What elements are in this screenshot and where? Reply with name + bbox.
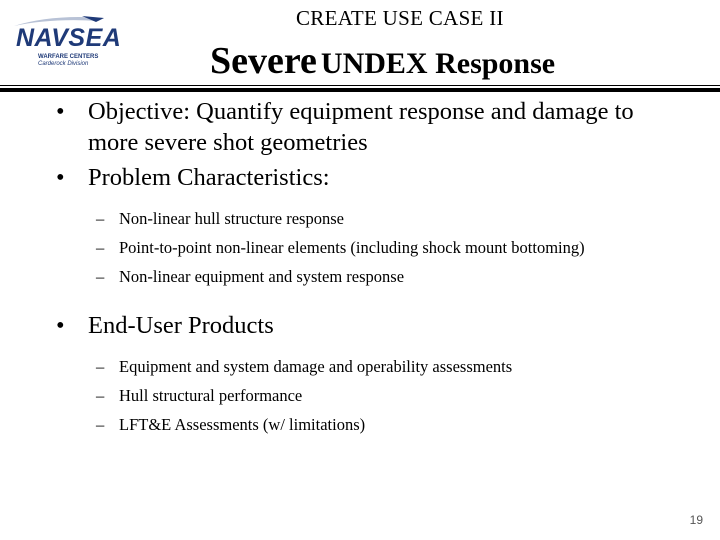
dash-icon: –	[96, 357, 105, 376]
slide-subheading: CREATE USE CASE II	[296, 6, 504, 30]
sub-bullet	[56, 265, 676, 288]
sub-bullet	[56, 236, 676, 259]
bullet-icon: •	[56, 164, 65, 191]
dash-icon: –	[96, 209, 105, 228]
sub-bullet	[56, 413, 676, 436]
bullet-objective	[56, 96, 676, 158]
sub-bullet-text: Point-to-point non-linear elements (including shock mount bottoming)	[119, 238, 585, 257]
sub-bullet-text: Non-linear hull structure response	[119, 209, 344, 228]
sub-bullet-text: Hull structural performance	[119, 386, 303, 405]
bullet-products	[56, 310, 676, 341]
slide-title	[210, 42, 555, 80]
bullet-problem	[56, 162, 676, 193]
sub-bullet-text: LFT&E Assessments (w/ limitations)	[119, 415, 366, 434]
sub-bullet-text: Equipment and system damage and operability assessments	[119, 357, 513, 376]
bullet-text: Objective: Quantify equipment response and damage to more severe shot geometries	[88, 98, 634, 156]
logo-subtitle-2: Carderock Division	[38, 61, 89, 67]
dash-icon: –	[96, 267, 105, 286]
slide-title-part-1: Severe	[210, 40, 317, 82]
logo-wordmark: NAVSEA	[16, 24, 122, 52]
slide-body	[56, 96, 676, 442]
header-rule-thin	[0, 85, 720, 86]
page-number: 19	[689, 513, 703, 527]
bullet-text: End-User Products	[88, 312, 274, 339]
bullet-icon: •	[56, 312, 65, 339]
dash-icon: –	[96, 415, 105, 434]
logo-subtitle-1: WARFARE CENTERS	[38, 54, 99, 60]
dash-icon: –	[96, 238, 105, 257]
sub-bullet	[56, 384, 676, 407]
header-rule-thick	[0, 88, 720, 92]
navsea-logo	[12, 14, 122, 74]
bullet-text: Problem Characteristics:	[88, 164, 330, 191]
bullet-icon: •	[56, 98, 65, 125]
dash-icon: –	[96, 386, 105, 405]
sub-bullet	[56, 355, 676, 378]
slide-title-part-2: UNDEX Response	[320, 47, 556, 80]
sub-bullet	[56, 207, 676, 230]
sub-bullet-text: Non-linear equipment and system response	[119, 267, 405, 286]
